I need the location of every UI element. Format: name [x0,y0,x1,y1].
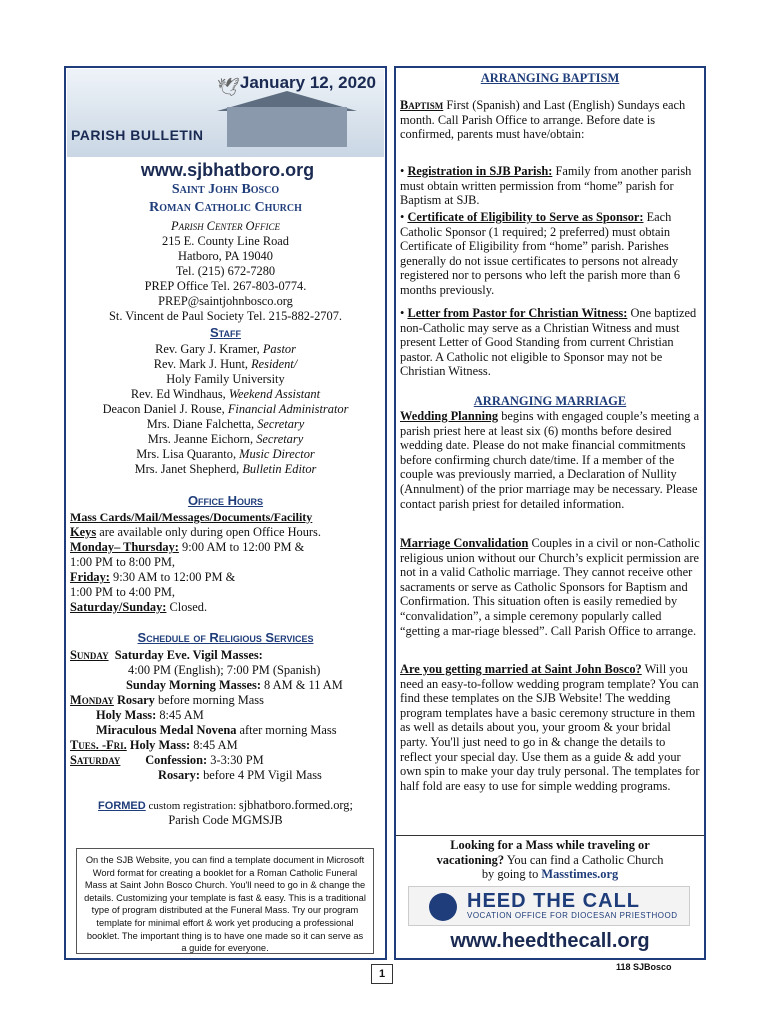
heed-website[interactable]: www.heedthecall.org [450,930,650,952]
marriage-convalidation: Marriage Convalidation Couples in a civil or non-Catholic religious union without our Church’s explicit permission are not in a valid Catholic marriage. They cannot receive other sacraments or serve as Catholic Sponsors for Baptism and Confirmation. This situation often is easily remedied by “convalidation”, a simple ceremony popularly called “getting a mar-riage blessed”. Call Parish Office to arrange. [400,536,700,638]
svdp-phone: St. Vincent de Paul Society Tel. 215-882-2707. [109,309,342,323]
saturday-confession: Saturday Confession: 3-3:30 PM [70,753,264,767]
staff-role: Resident/ [251,357,298,371]
staff-member [66,372,385,387]
address-line-1: 215 E. County Line Road [162,234,289,248]
masstimes-link[interactable]: Masstimes.org [541,867,619,882]
office-hours-line1: Mass Cards/Mail/Messages/Documents/Facility [70,510,313,524]
prep-phone: PREP Office Tel. 267-803-0774. [144,279,307,293]
staff-name: Mrs. Jeanne Eichorn, [147,432,257,446]
staff-member [66,447,385,462]
staff-name: Holy Family University [166,372,285,386]
wedding-templates: Are you getting married at Saint John Bosco? Will you need an easy-to-follow wedding program template? You can find these templates on the SJB Website! The wedding program templates have a basic ceremony structure in them as well as details about you, your groom & your bridal party. You'll just need to go in & change the details to reflect your special day. Use them as a guide & add your own spin to make your day truly personal. The templates for half fold are easy to use for simple wedding programs. [400,662,700,793]
office-hours-keys: Keys are available only during open Office Hours. [70,525,321,539]
office-hours-mon-thu-2: 1:00 PM to 8:00 PM, [70,555,175,569]
staff-member [66,417,385,432]
staff-member [66,432,385,447]
novena: Miraculous Medal Novena after morning Mass [96,723,337,737]
staff-role: Weekend Assistant [228,387,321,401]
bulletin-title: PARISH BULLETIN [71,127,204,143]
staff-member [66,357,385,372]
church-name: Roman Catholic Church [149,200,302,215]
parish-name: Saint John Bosco [171,182,280,197]
sunday-morning: Sunday Morning Masses: 8 AM & 11 AM [126,678,343,692]
office-hours-fri-2: 1:00 PM to 4:00 PM, [70,585,175,599]
prep-email[interactable]: PREP@saintjohnbosco.org [158,294,293,308]
staff-role: Secretary [257,417,305,431]
seal-icon [429,893,457,921]
saturday-rosary: Rosary: before 4 PM Vigil Mass [158,768,322,782]
staff-member [66,342,385,357]
office-hours-fri: Friday: 9:30 AM to 12:00 PM & [70,570,236,584]
baptism-registration: • Registration in SJB Parish: Family from another parish must obtain written permission from “home” parish for Baptism at SJB. [400,164,692,208]
staff-member [66,462,385,477]
staff-heading: Staff [210,325,241,340]
heed-subtitle: VOCATION OFFICE FOR DIOCESAN PRIESTHOOD [467,911,678,920]
office-label: Parish Center Office [171,219,280,233]
parish-bulletin-banner [67,69,384,157]
baptism-sponsor: • Certificate of Eligibility to Serve as Sponsor: Each Catholic Sponsor (1 required; 2 preferred) must obtain Certificate of Eligibility from “home” parish. Parishes generally do not issue certificates to persons not already registered nor to persons who left the parish more than 6 months previously. [400,210,681,297]
staff-member [66,387,385,402]
staff-name: Rev. Gary J. Kramer, [155,342,263,356]
monday-mass: Holy Mass: 8:45 AM [96,708,204,722]
staff-name: Mrs. Diane Falchetta, [146,417,258,431]
page-number: 1 [371,964,393,984]
tues-fri-mass: Tues. -Fri. Holy Mass: 8:45 AM [70,738,238,752]
formed-registration: FORMED custom registration: sjbhatboro.formed.org; [98,798,353,812]
travel-mass: Looking for a Mass while traveling or vacationing? You can find a Catholic Church by going to Masstimes.org [396,835,704,882]
funeral-template-box: On the SJB Website, you can find a template document in Microsoft Word format for creating a booklet for a Roman Catholic Funeral Mass at Saint John Bosco Church. You'll need to go in & change the details. Customizing your template is fast & easy. This is a traditional type of program distributed at the Funeral Mass. Try our program template for minimal effort & work yet producing a professional booklet. The important thing is to have one made so it can serve as a guide for everyone. [76,848,374,954]
office-hours-heading: Office Hours [187,493,264,508]
formed-link[interactable]: FORMED [98,800,146,812]
sunday-vigil-times: 4:00 PM (English); 7:00 PM (Spanish) [128,663,321,677]
office-hours-mon-thu: Monday– Thursday: 9:00 AM to 12:00 PM & [70,540,305,554]
heed-the-call-banner [408,886,690,926]
right-column [394,66,706,960]
office-hours-weekend: Saturday/Sunday: Closed. [70,600,208,614]
formed-code: Parish Code MGMSJB [168,813,283,827]
address-line-2: Hatboro, PA 19040 [178,249,273,263]
baptism-heading: ARRANGING BAPTISM [480,71,620,85]
bulletin-date: January 12, 2020 [239,73,376,92]
wedding-planning: Wedding Planning begins with engaged couple’s meeting a parish priest here at least six (6) months before desired wedding date. Please do not make financial commitments before confirming church date/time. If a member of the couple was previously married, a Declaration of Nullity (Annulment) of the prior marriage may be necessary. Please contact parish priest for detailed information. [400,409,700,511]
baptism-witness: • Letter from Pastor for Christian Witness: One baptized non-Catholic may serve as a Christian Witness and must present Letter of Good Standing from current Christian pastor. A Catholic not eligible to Sponsor may not be Christian Witness. [400,306,697,379]
staff-role: Financial Administrator [227,402,349,416]
phone: Tel. (215) 672-7280 [175,264,276,278]
sunday-vigil: Sunday Saturday Eve. Vigil Masses: [70,648,263,662]
baptism-intro: Baptism First (Spanish) and Last (English) Sundays each month. Call Parish Office to arrange. Before date is confirmed, parents must have/obtain: [400,98,686,142]
church-image [227,107,347,147]
staff-name: Rev. Ed Windhaus, [130,387,229,401]
staff-role: Pastor [262,342,296,356]
staff-name: Rev. Mark J. Hunt, [153,357,252,371]
staff-name: Mrs. Janet Shepherd, [134,462,243,476]
services-heading: Schedule of Religious Services [137,630,314,645]
monday-rosary: Monday Rosary before morning Mass [70,693,264,707]
staff-role: Secretary [256,432,304,446]
staff-name: Deacon Daniel J. Rouse, [102,402,228,416]
staff-member [66,402,385,417]
dove-icon: 🕊 [217,77,240,97]
page-code: 118 SJBosco [616,962,672,972]
staff-role: Music Director [239,447,315,461]
marriage-heading: ARRANGING MARRIAGE [473,394,627,408]
parish-website[interactable]: www.sjbhatboro.org [140,160,315,180]
staff-role: Bulletin Editor [242,462,317,476]
heed-title: HEED THE CALL [467,890,640,912]
left-column [64,66,387,960]
staff-name: Mrs. Lisa Quaranto, [136,447,240,461]
